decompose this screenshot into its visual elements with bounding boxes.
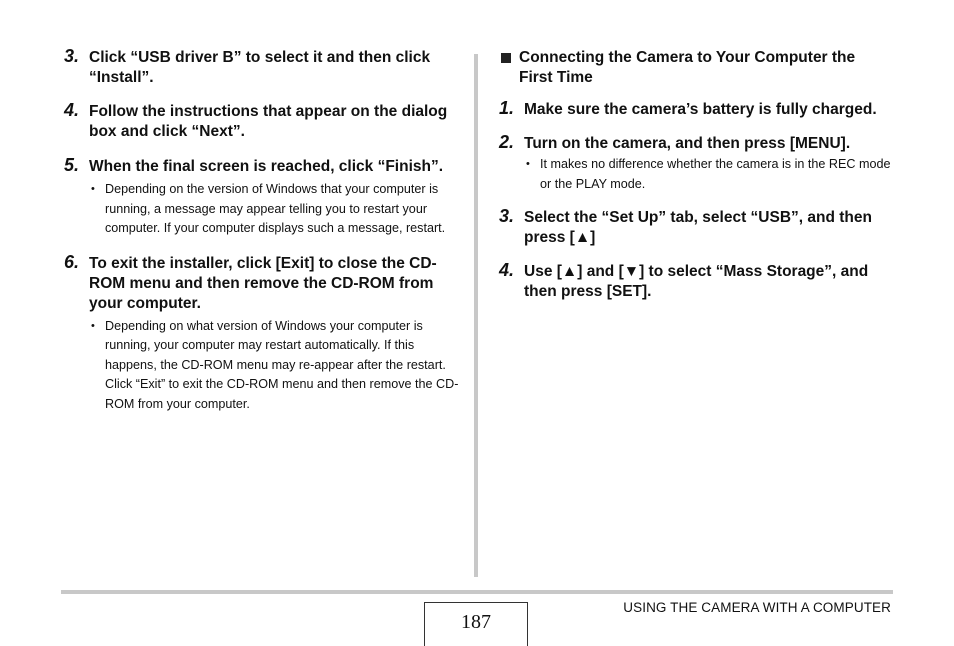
step-text: To exit the installer, click [Exit] to close the CD-ROM menu and then remove the CD-ROM from your computer. xyxy=(89,254,437,312)
right-column xyxy=(499,48,891,302)
section-heading xyxy=(499,48,891,88)
step-text: Select the “Set Up” tab, select “USB”, and then press [▲] xyxy=(524,209,872,246)
note-text: Depending on the version of Windows that your computer is running, a message may appear telling you to restart your computer. If your computer displays such a message, restart. xyxy=(105,182,446,235)
step-number: 4. xyxy=(64,100,80,120)
step-number: 3. xyxy=(64,46,80,66)
note-text: Depending on what version of Windows your computer is running, your computer may restart automatically. If this happens, the CD-ROM menu may re-appear after the restart. Click “Exit” to exit the CD-ROM menu and then remove the CD-ROM from your computer. xyxy=(105,318,459,411)
step-3 xyxy=(499,208,891,248)
step-number: 3. xyxy=(499,206,515,226)
step-text: When the final screen is reached, click “Finish”. xyxy=(89,158,444,175)
step-text: Follow the instructions that appear on the dialog box and click “Next”. xyxy=(89,103,448,140)
page-number: 187 xyxy=(424,602,528,646)
footer-section-label: USING THE CAMERA WITH A COMPUTER xyxy=(623,600,891,615)
step-5-note xyxy=(64,180,460,239)
step-number: 1. xyxy=(499,98,515,118)
column-divider xyxy=(474,54,478,577)
section-title: Connecting the Camera to Your Computer the First Time xyxy=(519,49,856,86)
step-5 xyxy=(64,157,460,177)
square-bullet-icon xyxy=(501,53,511,63)
step-text: Make sure the camera’s battery is fully charged. xyxy=(524,101,877,118)
step-number: 4. xyxy=(499,260,515,280)
step-number: 2. xyxy=(499,132,515,152)
footer-rule xyxy=(61,590,893,594)
step-number: 6. xyxy=(64,251,80,272)
note-text: It makes no difference whether the camera is in the REC mode or the PLAY mode. xyxy=(540,157,891,191)
step-1 xyxy=(499,100,891,120)
step-6-note xyxy=(64,317,460,415)
bullet-icon: • xyxy=(91,183,95,195)
step-text: Turn on the camera, and then press [MENU]. xyxy=(524,135,851,152)
step-4 xyxy=(499,262,891,302)
left-column xyxy=(64,48,460,414)
step-6 xyxy=(64,251,460,314)
step-4 xyxy=(64,102,460,142)
step-2-note xyxy=(499,155,891,194)
step-3 xyxy=(64,48,460,88)
bullet-icon: • xyxy=(526,158,530,170)
step-text: Click “USB driver B” to select it and then click “Install”. xyxy=(89,49,431,86)
step-number: 5. xyxy=(64,155,80,175)
step-2 xyxy=(499,134,891,154)
bullet-icon: • xyxy=(91,319,95,332)
step-text: Use [▲] and [▼] to select “Mass Storage”, and then press [SET]. xyxy=(524,263,869,300)
